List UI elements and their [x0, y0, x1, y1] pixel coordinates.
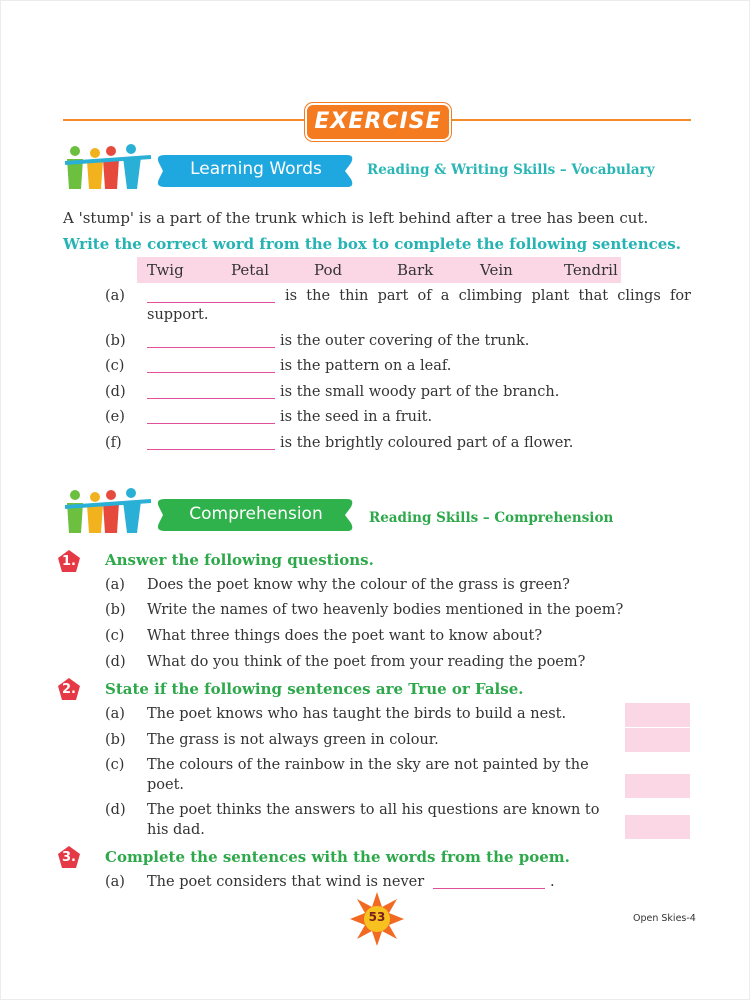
true-false-answer-box[interactable]	[625, 728, 690, 752]
item-end-punctuation: .	[550, 874, 555, 890]
item-label: (d)	[105, 654, 126, 670]
item-label: (b)	[105, 732, 126, 748]
word-vein: Vein	[480, 261, 513, 279]
answer-blank[interactable]	[147, 449, 275, 450]
item-label: (a)	[105, 577, 125, 593]
item-label: (b)	[105, 333, 126, 349]
question-heading: Complete the sentences with the words from the poem.	[105, 848, 570, 866]
stump-intro: A 'stump' is a part of the trunk which is left behind after a tree has been cut.	[63, 209, 649, 227]
item-label: (f)	[105, 435, 122, 451]
item-text: The poet knows who has taught the birds to build a nest.	[147, 706, 567, 722]
answer-blank[interactable]	[147, 372, 275, 373]
item-text: Write the names of two heavenly bodies mentioned in the poem?	[147, 602, 624, 618]
item-label: (a)	[105, 288, 125, 304]
item-label: (b)	[105, 602, 126, 618]
item-text: is the seed in a fruit.	[280, 409, 433, 425]
word-pod: Pod	[314, 261, 343, 279]
item-text: What three things does the poet want to know about?	[147, 628, 543, 644]
true-false-answer-box[interactable]	[625, 774, 690, 798]
vocabulary-skill-label: Reading & Writing Skills – Vocabulary	[367, 162, 655, 178]
item-label: (c)	[105, 358, 125, 374]
word-bark: Bark	[397, 261, 434, 279]
word-tendril: Tendril	[564, 261, 618, 279]
learning-words-title: Learning Words	[190, 159, 322, 179]
exercise-title: EXERCISE	[305, 103, 451, 141]
word-box-instruction: Write the correct word from the box to complete the following sentences.	[63, 235, 681, 253]
answer-blank[interactable]	[433, 888, 545, 889]
item-label: (c)	[105, 628, 125, 644]
item-label: (d)	[105, 802, 126, 818]
book-brand: Open Skies-4	[633, 913, 696, 924]
item-text: is the pattern on a leaf.	[280, 358, 452, 374]
question-number-badge	[57, 677, 81, 701]
item-text-cont: his dad.	[147, 822, 205, 838]
word-box	[137, 257, 621, 283]
true-false-answer-box[interactable]	[625, 703, 690, 727]
question-number: 2.	[62, 682, 76, 697]
item-text: is the brightly coloured part of a flower.	[280, 435, 574, 451]
item-text: The colours of the rainbow in the sky are not painted by the	[147, 757, 589, 773]
item-text: is the outer covering of the trunk.	[280, 333, 530, 349]
question-heading: Answer the following questions.	[105, 551, 374, 569]
item-text: is the thin part of a climbing plant that clings for	[285, 288, 691, 304]
answer-blank[interactable]	[147, 423, 275, 424]
question-number: 3.	[62, 850, 76, 865]
item-label: (d)	[105, 384, 126, 400]
page-number: 53	[368, 910, 386, 924]
item-text: Does the poet know why the colour of the grass is green?	[147, 577, 570, 593]
item-text-cont: support.	[147, 307, 209, 323]
comprehension-title: Comprehension	[189, 504, 323, 524]
item-label: (a)	[105, 874, 125, 890]
word-twig: Twig	[147, 261, 184, 279]
question-number: 1.	[62, 554, 76, 569]
item-label: (a)	[105, 706, 125, 722]
comprehension-skill-label: Reading Skills – Comprehension	[369, 510, 614, 526]
item-label: (c)	[105, 757, 125, 773]
item-text: The poet considers that wind is never	[147, 874, 425, 890]
kids-holding-hands-icon	[63, 487, 153, 537]
item-text: The grass is not always green in colour.	[147, 732, 439, 748]
item-text: What do you think of the poet from your reading the poem?	[147, 654, 586, 670]
answer-blank[interactable]	[147, 347, 275, 348]
kids-holding-hands-icon	[63, 143, 153, 193]
true-false-answer-box[interactable]	[625, 815, 690, 839]
question-number-badge	[57, 845, 81, 869]
question-number-badge	[57, 549, 81, 573]
item-text: is the small woody part of the branch.	[280, 384, 560, 400]
item-text: The poet thinks the answers to all his questions are known to	[147, 802, 600, 818]
question-heading: State if the following sentences are True or False.	[105, 680, 524, 698]
word-petal: Petal	[231, 261, 270, 279]
item-text-cont: poet.	[147, 777, 185, 793]
item-label: (e)	[105, 409, 125, 425]
answer-blank[interactable]	[147, 302, 275, 303]
answer-blank[interactable]	[147, 398, 275, 399]
